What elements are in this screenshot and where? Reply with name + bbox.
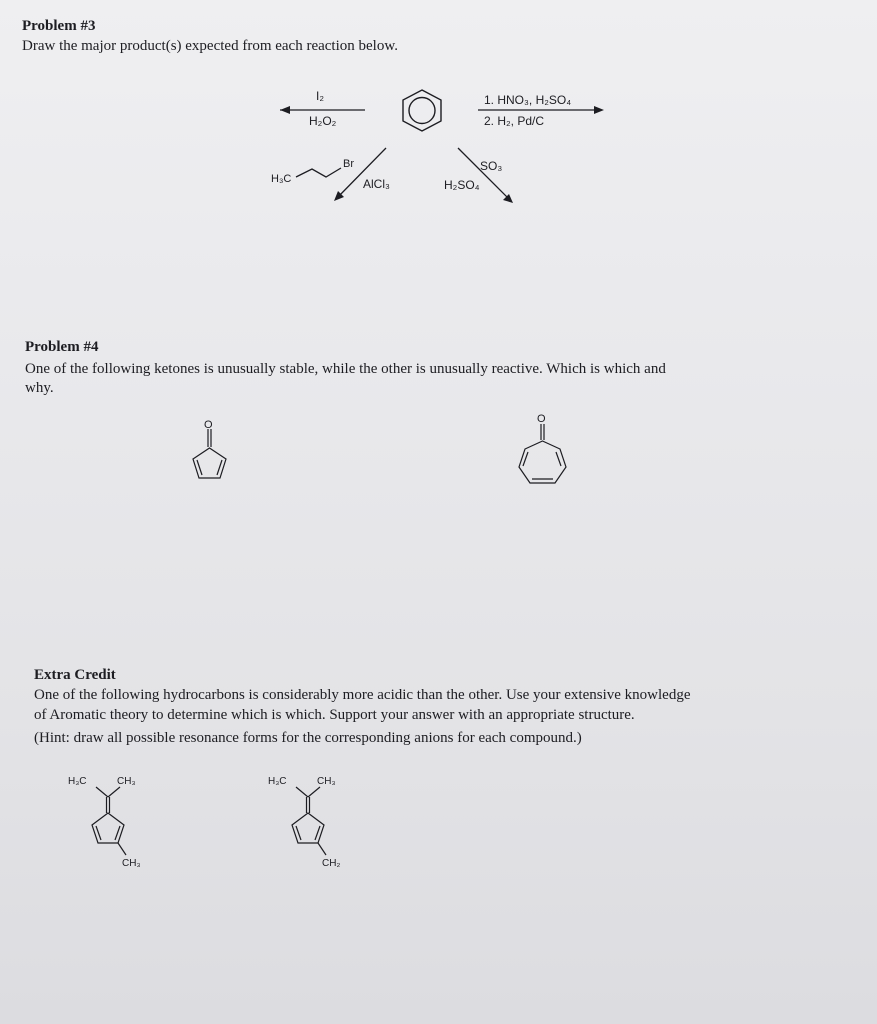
reagent-step1: 1. HNO₃, H₂SO₄ [484, 93, 572, 107]
left-hydrocarbon-structure [92, 787, 126, 855]
extra-credit-line3: (Hint: draw all possible resonance forms for the corresponding anions for each compound.) [34, 730, 582, 746]
extra-credit-line2: of Aromatic theory to determine which is which. Support your answer with an appropriate structure. [34, 707, 635, 723]
problem4-title: Problem #4 [25, 339, 99, 355]
problem3-instruction: Draw the major product(s) expected from each reaction below. [22, 38, 398, 54]
problem3-title: Problem #3 [22, 18, 96, 34]
right-h3c-label: H₃C [268, 776, 287, 787]
left-bottom-ch3-label: CH₃ [122, 858, 141, 869]
reagent-h2so4: H₂SO₄ [444, 178, 480, 192]
label-br: Br [343, 158, 354, 170]
left-h3c-label: H₃C [68, 776, 87, 787]
reagent-h2o2: H₂O₂ [309, 114, 337, 128]
ketone-left-oxygen: O [204, 419, 213, 431]
reagent-so3: SO₃ [480, 159, 503, 173]
right-ch3-label: CH₃ [317, 776, 336, 787]
reagent-alcl3: AlCl₃ [363, 177, 390, 191]
left-ch3-label: CH₃ [117, 776, 136, 787]
reagent-i2: I₂ [316, 89, 324, 103]
ketone-right-oxygen: O [537, 413, 546, 425]
label-h3c: H₃C [271, 173, 292, 185]
problem4-line1: One of the following ketones is unusually stable, while the other is unusually reactive. Which is which and [25, 361, 666, 377]
right-bottom-ch2-label: CH₂ [322, 858, 341, 869]
problem4-line2: why. [25, 380, 54, 396]
extra-credit-title: Extra Credit [34, 667, 116, 683]
extra-credit-line1: One of the following hydrocarbons is considerably more acidic than the other. Use your extensive knowledge [34, 687, 691, 703]
right-hydrocarbon-structure [292, 787, 326, 855]
reagent-step2: 2. H₂, Pd/C [484, 114, 545, 128]
